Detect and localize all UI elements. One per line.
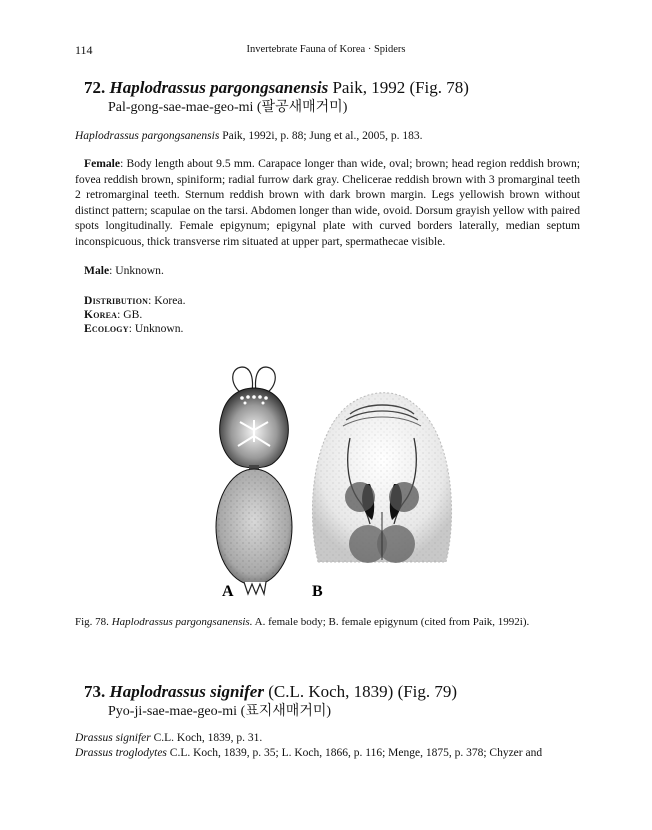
running-header bbox=[75, 43, 577, 59]
page-number: 114 bbox=[75, 43, 93, 57]
species-72-korean-name: Pal-gong-sae-mae-geo-mi (팔공새매거미) bbox=[108, 100, 348, 115]
female-label: Female bbox=[84, 157, 121, 170]
caption-rest: A. female body; B. female epigynum (cited from Paik, 1992i). bbox=[254, 616, 530, 628]
distribution-label: Distribution bbox=[84, 294, 149, 307]
species-authority: (C.L. Koch, 1839) (Fig. 79) bbox=[268, 682, 458, 701]
caption-species: Haplodrassus pargongsanensis. bbox=[111, 616, 253, 628]
species-73-synonym-1 bbox=[75, 731, 580, 746]
synonymy-name: Haplodrassus pargongsanensis bbox=[75, 130, 220, 142]
figure-78-caption bbox=[75, 615, 585, 629]
species-scientific-name: Haplodrassus signifer bbox=[109, 682, 264, 701]
species-scientific-name: Haplodrassus pargongsanensis bbox=[109, 78, 329, 97]
synonym-name: Drassus troglodytes bbox=[75, 747, 167, 759]
male-label: Male bbox=[84, 264, 110, 277]
synonym-name: Drassus signifer bbox=[75, 732, 151, 744]
species-72-heading bbox=[84, 78, 469, 98]
species-73-synonym-2 bbox=[75, 746, 580, 761]
epigynum-drawing bbox=[312, 393, 451, 563]
species-73-korean-name: Pyo-ji-sae-mae-geo-mi (표지새매거미) bbox=[108, 704, 332, 719]
female-description bbox=[75, 156, 580, 249]
running-title: Invertebrate Fauna of Korea · Spiders bbox=[246, 44, 406, 55]
species-72-synonymy bbox=[75, 129, 580, 144]
female-text: : Body length about 9.5 mm. Carapace longer than wide, oval; brown; head region reddish brown; fovea reddish brown, spiniform; radial furrow dark gray. Chelicerae reddish brown with 3 promarginal teeth 2 retromarginal teeth. Sternum reddish brown with dark brown margin. Legs yellowish brown without distinct pattern; scapulae on the tarsi. Abdomen longer than wide, ovoid. Dorsum grayish yellow with paired spots longitudinally. Female epigynum; epigynal plate with curved borders laterally, median septum inconspicuous, thick transverse rim situated at upper part, spermathecae visible. bbox=[75, 157, 580, 248]
ecology-text: : Unknown. bbox=[128, 322, 184, 335]
male-description bbox=[84, 263, 164, 279]
korea-text: : GB. bbox=[117, 308, 143, 321]
male-text: : Unknown. bbox=[109, 264, 164, 277]
species-number: 72. bbox=[84, 78, 106, 97]
korea-label: Korea bbox=[84, 308, 118, 321]
species-authority: Paik, 1992 (Fig. 78) bbox=[332, 78, 469, 97]
figure-78 bbox=[200, 362, 480, 612]
spider-body-drawing bbox=[216, 367, 292, 594]
ecology-label: Ecology bbox=[84, 322, 129, 335]
synonym-refs: C.L. Koch, 1839, p. 31. bbox=[153, 732, 263, 744]
synonymy-refs: Paik, 1992i, p. 88; Jung et al., 2005, p. 183. bbox=[222, 130, 423, 142]
synonym-refs: C.L. Koch, 1839, p. 35; L. Koch, 1866, p. 116; Menge, 1875, p. 378; Chyzer and bbox=[169, 747, 543, 759]
figure-label-a: A bbox=[222, 583, 234, 600]
caption-prefix: Fig. 78. bbox=[75, 616, 109, 628]
figure-label-b: B bbox=[312, 583, 323, 600]
species-number: 73. bbox=[84, 682, 106, 701]
distribution-text: : Korea. bbox=[148, 294, 186, 307]
ecology-line bbox=[84, 321, 183, 337]
species-73-heading bbox=[84, 682, 457, 702]
